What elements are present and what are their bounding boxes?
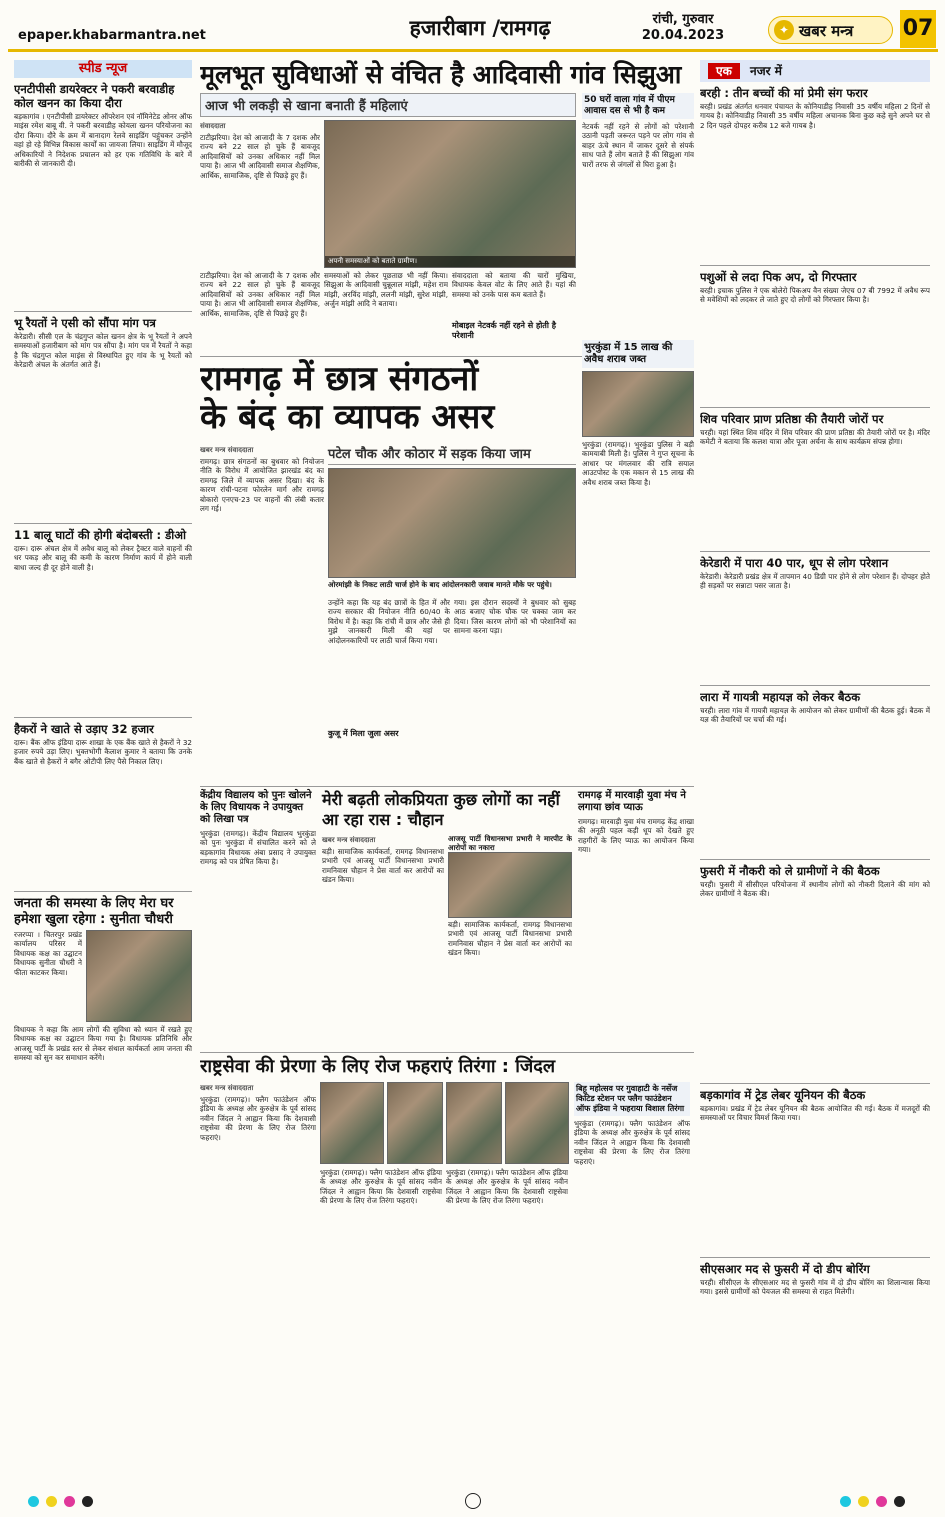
story-photo	[387, 1082, 443, 1164]
story-body: भुरकुंडा (रामगढ़)। केंद्रीय विद्यालय भुरकुंडा को पुनः भुरकुंडा में संचालित करने को ले बड़कागांव विधायक अंबा प्रसाद ने उपायुक्त रामगढ़ को पत्र प्रेषित किया है।	[200, 829, 316, 867]
story-body: बड़कागांव। प्रखंड में ट्रेड लेबर यूनियन की बैठक आयोजित की गई। बैठक में मजदूरों की समस्याओं पर विचार विमर्श किया गया।	[700, 1104, 930, 1123]
brand-name: खबर मन्त्र	[799, 22, 854, 40]
byline: खबर मन्त्र संवाददाता	[200, 446, 254, 454]
story-headline: हैकरों ने खाते से उड़ाए 32 हजार	[14, 722, 154, 736]
byline: खबर मन्त्र संवाददाता	[200, 1084, 254, 1092]
photo-caption: आजसू पार्टी विधानसभा प्रभारी ने मारपीट के आरोपों का नकारा	[448, 834, 572, 852]
top-story-text	[200, 120, 320, 268]
story-body: केरेडारी। केरेडारी प्रखंड क्षेत्र में तापमान 40 डिग्री पार होने से लोग परेशान हैं। दोपहर होते ही सड़कों पर सन्नाटा पसर जाता है।	[700, 572, 930, 591]
divider	[14, 717, 192, 718]
story-body: बरही। इचाक पुलिस ने एक बोलेरो पिकअप वैन संख्या जेएच 07 बी 7992 में अवैध रूप से मवेशियों को लदकर ले जाते हुए दो लोगों को गिरफ्तार किया है।	[700, 286, 930, 305]
lead-row	[200, 444, 576, 783]
story-headline: भुरकुंडा में 15 लाख की अवैध शराब जब्त	[582, 340, 694, 368]
lead-photo	[328, 468, 576, 578]
story-body: केरेडारी। सीसी एल के चंद्रगुप्त कोल खनन क्षेत्र के भू रैयतों ने अपने समस्याओं हजारीबाग को मांग पत्र सौंपा है। मांग पत्र में रैयतों ने कहा है कि चंद्रगुप्त कोल माइंस से विस्थापित हुए गांव के भू रैयतों को केरेडारी अंचल के अंतर्गत आते हैं।	[14, 332, 192, 370]
story-body: भुरकुंडा (रामगढ़)। फ्लैग फाउंडेशन ऑफ इंडिया के अध्यक्ष और कुरुक्षेत्र के पूर्व सांसद नवीन जिंदल ने आह्वान किया कि देशवासी राष्ट्रसेवा की प्रेरणा के लिए रोज तिरंगा फहराएं।	[574, 1119, 690, 1166]
story-body: चरही। सीसीएल के सीएसआर मद से फुसरी गांव में दो डीप बोरिंग का शिलान्यास किया गया। इससे ग्रामीणों को पेयजल की समस्या से राहत मिलेगी।	[700, 1278, 930, 1297]
story-subheadline: आज भी लकड़ी से खाना बनाती हैं महिलाएं	[200, 93, 576, 117]
dateline	[628, 12, 738, 44]
story-photo	[86, 930, 192, 1022]
story-body: समस्याओं को लेकर पूछताछ भी नहीं किया। सिझुआ के आदिवासी चुन्नूलाल मांझी, महेश राम मांझी, अरविंद मांझी, ललनी मांझी, सुरेश मांझी, अर्जुन मांझी आदि ने बताया।	[324, 271, 448, 309]
registration-dot	[876, 1496, 887, 1507]
at-a-glance-strip	[700, 60, 930, 82]
site-url[interactable]: epaper.khabarmantra.net	[18, 28, 206, 43]
registration-dot	[840, 1496, 851, 1507]
divider	[700, 1083, 930, 1084]
story-headline: केरेडारी में पारा 40 पार, धूप से लोग परेशान	[700, 556, 889, 570]
divider	[700, 551, 930, 552]
strip-label: नजर में	[750, 64, 782, 78]
story-headline: पशुओं से लदा पिक अप, दो गिरफ्तार	[700, 270, 857, 284]
story-photo	[448, 852, 572, 918]
photo-caption: अपनी समस्याओं को बताते ग्रामीण।	[325, 256, 575, 267]
story-photo	[324, 120, 576, 268]
top-story	[200, 93, 694, 353]
divider	[700, 685, 930, 686]
divider	[700, 859, 930, 860]
edition-title: हजारीबाग /रामगढ़	[409, 16, 551, 40]
story-body: चरही। यहां स्थित शिव मंदिर में शिव परिवार की प्राण प्रतिष्ठा की तैयारी जोरों पर है। मंदिर कमेटी ने बताया कि कलश यात्रा और पूजा अर्चना के साथ कार्यक्रम संपन्न होगा।	[700, 428, 930, 447]
story-photo	[446, 1082, 502, 1164]
brand-badge	[768, 16, 893, 44]
story-body: गया। इस दौरान सदस्यों ने बुधवार को सुबह आठ बजाए चोक चौक पर चक्का जाम कर दिया। जिस कारण लोगों को भी परेशानियों का सामना करना पड़ा।	[454, 598, 576, 636]
story-body: चरही। लारा गांव में गायत्री महायज्ञ के आयोजन को लेकर ग्रामीणों की बैठक हुई। बैठक में यज्ञ की तैयारियों पर चर्चा की गई।	[700, 706, 930, 725]
story-tiranga-side	[574, 1082, 690, 1305]
page-number: 07	[900, 10, 936, 48]
registration-dot	[28, 1496, 39, 1507]
story-headline: 11 बालू घाटों की होगी बंदोबस्ती : डीओ	[14, 528, 186, 542]
story-tiranga	[200, 1082, 694, 1305]
masthead	[8, 6, 938, 52]
story-body: संवाददाता को बताया की चारों मुखिया, विधायक केवल वोट के लिए आते हैं। यहां की समस्या को उनके पास कम बताते हैं।	[452, 271, 576, 299]
story-marwari	[578, 790, 694, 1049]
byline: संवाददाता	[200, 122, 226, 130]
story-photo	[320, 1082, 384, 1164]
divider	[200, 786, 694, 787]
registration-dot	[894, 1496, 905, 1507]
story-body: चरही। फुसरी में सीसीएल परियोजना में स्थानीय लोगों को नौकरी दिलाने की मांग को लेकर ग्रामीणों ने बैठक की।	[700, 880, 930, 899]
speed-news-strip: स्पीड न्यूज	[14, 60, 192, 78]
story-body: रामगढ़। छात्र संगठनों का बुधवार को नियोजन नीति के विरोध में आयोजित झारखंड बंद का रामगढ़ जिले में व्यापक असर दिखा। बंद के कारण रांची-पटना फोरलेन मार्ग और रामगढ़ बोकारो एनएच-23 पर वाहनों की लंबी कतार लग गई।	[200, 457, 324, 514]
story-body: भुरकुंडा (रामगढ़)। फ्लैग फाउंडेशन ऑफ इंडिया के अध्यक्ष और कुरुक्षेत्र के पूर्व सांसद नवीन जिंदल ने आह्वान किया कि देशवासी राष्ट्रसेवा की प्रेरणा के लिए रोज तिरंगा फहराएं।	[320, 1168, 442, 1206]
story-body: दारू। बैंक ऑफ इंडिया दारू शाखा के एक बैंक खाते से हैकरों ने 32 हजार रुपये उड़ा लिए। भुक्तभोगी कैलाश कुमार ने बताया कि उनके बैंक खाते से हैकरों ने बगैर ओटीपी लिए पैसे निकाल लिए।	[14, 738, 192, 766]
left-column	[14, 60, 192, 1478]
story-headline: शिव परिवार प्राण प्रतिष्ठा की तैयारी जोरों पर	[700, 412, 884, 426]
story-headline: जनता की समस्या के लिए मेरा घर हमेशा खुला रहेगा : सुनीता चौधरी	[14, 896, 174, 927]
photo-strip	[320, 1082, 570, 1164]
registration-dot	[82, 1496, 93, 1507]
story-headline: फुसरी में नौकरी को ले ग्रामीणों ने की बैठक	[700, 864, 880, 878]
story-body: बरही। प्रखंड अंतर्गत धनवार पंचायत के कोनियाडीह निवासी 35 वर्षीय महिला 2 दिनों से गायब है। कोनियाडीह निवासी 35 वर्षीय महिला अचानक बिना कुछ कहे सुने अपने घर से 2 दिन पहले दोपहर करीब 12 बजे गायब है।	[700, 102, 930, 130]
story-lead-block	[14, 930, 192, 1022]
story-tiranga-visual	[320, 1082, 570, 1305]
lead-headline-line2: के बंद का व्यापक असर	[200, 397, 495, 437]
story-photo	[582, 371, 694, 437]
divider	[700, 1257, 930, 1258]
story-body: बड़कागांव । एनटीपीसी डायरेक्टर ऑपरेशन एवं नॉमिनेटेड ओनर ऑफ माइंस रमेश बाबू वी. ने पकरी बरवाडीह कोयला खनन परियोजना का दौरा किया। दौरे के क्रम में बानादाग रेलवे साइडिंग पहुंचकर उन्होंने वहां हो रहे विभिन्न विकास कार्यों का जायजा लिया। साइडिंग में मौजूद अधिकारियों ने निदेशक प्रचालन को हर एक गतिविधि के बारे में बारीकी से जानकारी दी।	[14, 112, 192, 169]
print-registration-marks	[0, 1492, 945, 1510]
story-body: विधायक ने कहा कि आम लोगों की सुविधा को ध्यान में रखते हुए विधायक कक्ष का उद्घाटन किया गया है। विधायक प्रतिनिधि और आजसू पार्टी के प्रखंड स्तर से लेकर संथाल कार्यकर्ता आम जनता की समस्या को सुन कर समाधान करेंगे।	[14, 1025, 192, 1063]
lead-cols	[328, 598, 576, 776]
byline: खबर मन्त्र संवाददाता	[322, 836, 376, 844]
story-headline: बरही : तीन बच्चों की मां प्रेमी संग फरार	[700, 86, 868, 100]
story-body: टाटीझरिया। देश को आजादी के 7 दशक और राज्य बने 22 साल हो चुके हैं बावजूद आदिवासियों को उनका अधिकार नहीं मिल पाया है। आज भी आदिवासी समाज शैक्षणिक, आर्थिक, सामाजिक, दृष्टि से पिछड़े हुए हैं।	[200, 133, 320, 180]
side-story	[582, 340, 694, 783]
top-story-cols	[200, 271, 576, 353]
story-headline: मेरी बढ़ती लोकप्रियता कुछ लोगों का नहीं आ रहा रास : चौहान	[322, 790, 560, 829]
story-body: बड़ी। सामाजिक कार्यकर्ता, रामगढ़ विधानसभा प्रभारी एवं आजसू पार्टी विधानसभा प्रभारी रामनिवास चौहान ने प्रेस वार्ता कर आरोपों का खंडन किया।	[448, 920, 572, 958]
story-chauhan-row	[322, 834, 572, 1017]
right-column	[700, 60, 930, 1478]
story-chauhan-text	[322, 834, 444, 1017]
story-headline: बड़कागांव में ट्रेड लेबर यूनियन की बैठक	[700, 1088, 866, 1102]
story-tiranga-text	[200, 1082, 316, 1305]
story-headline: भू रैयतों ने एसी को सौंपा मांग पत्र	[14, 316, 156, 330]
photo-caption: ओरमांझी के निकट लाठी चार्ज होने के बाद आंदोलनकारी जवाब मानते मौके पर पहुंचे।	[328, 580, 552, 589]
city-day: रांची, गुरुवार	[652, 12, 714, 27]
story-chauhan-visual	[448, 834, 572, 1017]
lead-visual	[328, 444, 576, 783]
divider	[14, 523, 192, 524]
story-subheadline: मोबाइल नेटवर्क नहीं रहने से होती है परेशानी	[452, 321, 556, 340]
story-row-2	[200, 790, 694, 1049]
lead-headline-line1: रामगढ़ में छात्र संगठनों	[200, 359, 479, 399]
story-photo	[505, 1082, 569, 1164]
story-subheadline: 50 घरों वाला गांव में पीएम आवास दस से भी है कम	[582, 93, 694, 119]
story-body: टाटीझरिया। देश को आजादी के 7 दशक और राज्य बने 22 साल हो चुके हैं बावजूद आदिवासियों को उनका अधिकार नहीं मिल पाया है। आज भी आदिवासी समाज शैक्षणिक, आर्थिक, सामाजिक, दृष्टि से पिछड़े हुए हैं।	[200, 271, 320, 318]
story-subheadline: बिहू महोत्सव पर गुवाहाटी के नर्सेज किटिड स्टेशन पर फ्लैग फाउंडेशन ऑफ इंडिया ने फहराया विशाल तिरंगा	[574, 1082, 690, 1116]
story-headline: लारा में गायत्री महायज्ञ को लेकर बैठक	[700, 690, 861, 704]
divider	[14, 891, 192, 892]
lead-subheadline: पटेल चौक और कोठार में सड़क किया जाम	[328, 444, 576, 465]
story-tiranga-cols	[320, 1168, 570, 1292]
top-story-main	[200, 93, 576, 353]
registration-dot	[46, 1496, 57, 1507]
story-body: उन्होंने कहा कि यह बंद छात्रों के हित में और राज्य सरकार की नियोजन नीति 60/40 के विरोध में है। कहा कि रांची में छात्र और जैसे ही मुझे जानकारी मिली की यहां पर आंदोलनकारियों पर लाठी चार्ज किया गया।	[328, 598, 450, 645]
story-headline: सीएसआर मद से फुसरी में दो डीप बोरिंग	[700, 1262, 870, 1276]
lead-text	[200, 444, 324, 783]
story-chauhan	[322, 790, 572, 1049]
divider	[700, 265, 930, 266]
story-body: रामगढ़। मारवाड़ी युवा मंच रामगढ़ केंद्र शाखा की अनूठी पहल कड़ी धूप को देखते हुए राहगीरों के लिए प्याऊ का आयोजन किया गया।	[578, 817, 694, 855]
divider	[14, 311, 192, 312]
registration-dot	[858, 1496, 869, 1507]
story-col	[452, 271, 576, 353]
divider	[700, 407, 930, 408]
lead-section	[200, 342, 694, 783]
strip-tag: एक	[708, 63, 740, 79]
date: 20.04.2023	[641, 28, 725, 43]
story-headline: एनटीपीसी डायरेक्टर ने पकरी बरवाडीह कोल खनन का किया दौरा	[14, 82, 175, 110]
story-body: नेटवर्क नहीं रहने से लोगों को परेशानी उठानी पड़ती जरूरत पड़ने पर लोग गांव से बाहर ऊंचे स्थान में जाकर दूसरे से संपर्क साध पाते हैं लोग बताते हैं की सिझुआ गांव चारों तरफ से जंगलों से घिरा हुआ है।	[582, 122, 694, 169]
story-body: रजरप्पा । चितरपुर प्रखंड कार्यालय परिसर में विधायक कक्ष का उद्घाटन विधायक सुनीता चौधरी ने फीता काटकर किया।	[14, 930, 82, 977]
story-body: बड़ी। सामाजिक कार्यकर्ता, रामगढ़ विधानसभा प्रभारी एवं आजसू पार्टी विधानसभा प्रभारी रामनिवास चौहान ने प्रेस वार्ता कर आरोपों का खंडन किया।	[322, 847, 444, 885]
story-subheadline: कुजू में मिला जुला असर	[328, 729, 399, 738]
story-body: भुरकुंडा (रामगढ़)। फ्लैग फाउंडेशन ऑफ इंडिया के अध्यक्ष और कुरुक्षेत्र के पूर्व सांसद नवीन जिंदल ने आह्वान किया कि देशवासी राष्ट्रसेवा की प्रेरणा के लिए रोज तिरंगा फहराएं।	[446, 1168, 568, 1206]
lead-col	[328, 598, 450, 776]
story-body: भुरकुंडा (रामगढ़)। फ्लैग फाउंडेशन ऑफ इंडिया के अध्यक्ष और कुरुक्षेत्र के पूर्व सांसद नवीन जिंदल ने आह्वान किया कि देशवासी राष्ट्रसेवा की प्रेरणा के लिए रोज तिरंगा फहराएं।	[200, 1095, 316, 1142]
story-headline: केंद्रीय विद्यालय को पुनः खोलने के लिए विधायक ने उपायुक्त को लिखा पत्र	[200, 790, 312, 825]
story-kv	[200, 790, 316, 1049]
story-headline: रामगढ़ में मारवाड़ी युवा मंच ने लगाया छांव प्याऊ	[578, 790, 686, 813]
divider	[200, 1052, 694, 1053]
story-body: दारू। दारू अंचल क्षेत्र में अवैध बालू को लेकर ट्रैक्टर वाले वाहनों की धर पकड़ और बालू की कमी के कारण निर्माण कार्य में होने वाली बाधा जल्द ही दूर होने वाली है।	[14, 544, 192, 572]
story-headline: राष्ट्रसेवा की प्रेरणा के लिए रोज फहराएं तिरंगा : जिंदल	[200, 1056, 556, 1077]
top-story-side	[582, 93, 694, 353]
story-body: भुरकुंडा (रामगढ़)। भुरकुंडा पुलिस ने बड़ी कामयाबी मिली है। पुलिस ने गुप्त सूचना के आधार पर मंगलवार की रात्रि सयाल आउटपोस्ट के एक मकान से 15 लाख की अवैध शराब जब्त किया है।	[582, 440, 694, 487]
middle-column	[200, 60, 694, 1478]
top-story-row	[200, 120, 576, 268]
brand-logo-icon: ✦	[774, 20, 794, 40]
story-headline: मूलभूत सुविधाओं से वंचित है आदिवासी गांव सिझुआ	[200, 60, 682, 89]
lead-story	[200, 360, 576, 783]
registration-dot	[64, 1496, 75, 1507]
crosshair-mark-icon	[465, 1493, 481, 1509]
